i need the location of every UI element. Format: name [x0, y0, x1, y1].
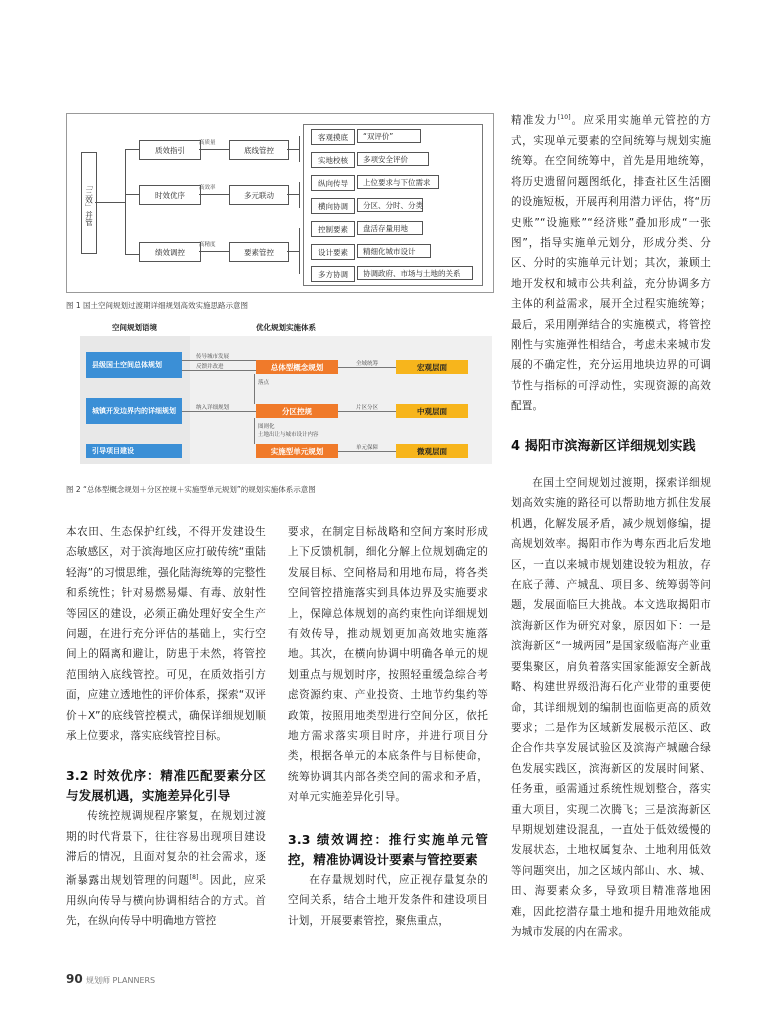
fig1-mid-2: 要素管控 — [244, 247, 274, 257]
journal-name: 规划师 PLANNERS — [86, 976, 156, 985]
fig2-yellow-1-text: 中观层面 — [417, 406, 447, 416]
column-2 — [288, 522, 488, 931]
fig2-header-mid: 优化规划实施体系 — [256, 323, 316, 332]
col3-p1-tail: 。应采用实施单元管控的方式，实现单元要素的空间统筹与规划实施统筹。在空间统筹中，首先是用地统筹，将历史遗留问题图纸化，排查社区生活圈的设施短板，开展再利用潜力评估，将“历史账”“设施账”“经济账”叠加形成“一张图”，指导实施单元划分，形成分类、分区、分时的实施单元计划；其次，兼顾土地开发权和城市公共利益，充分协调多方主体的利益需求，展开全过程实施统筹；最后，采用刚弹结合的实施模式，将管控刚性与实施弹性相结合，考虑未来城市发展的不确定性，充分运用地块边界的可调节性与指标的可浮动性，实现资源的高效配置。 — [511, 114, 711, 413]
fig1-item-4-label — [311, 221, 355, 237]
figure-2 — [66, 322, 492, 468]
fig2-small-top1: 传导城市发展 — [196, 354, 230, 360]
fig2-small-top2: 反馈并改进 — [196, 364, 224, 370]
col3-para-1 — [511, 108, 711, 417]
fig1-item-0-label-text: 客观摸底 — [318, 132, 348, 142]
fig2-orange-0-text: 总体型概念规划 — [270, 362, 324, 372]
col3-ref: [10] — [557, 114, 571, 121]
fig1-arrow-label-1: 高效率 — [199, 185, 216, 191]
fig2-caption: 图 2 “总体型概念规划＋分区控规＋实施型单元规划”的规划实施体系示意图 — [66, 485, 316, 494]
fig2-yellow-0-text: 宏观层面 — [417, 362, 447, 372]
fig1-box-element-control — [229, 242, 289, 262]
fig1-item-6-label — [311, 266, 355, 282]
fig1-mid-1: 多元联动 — [244, 190, 274, 200]
fig2-blue-0 — [86, 352, 182, 378]
col3-p1-start: 精准发力 — [511, 114, 558, 127]
fig1-item-1-label — [311, 152, 355, 168]
fig1-item-2-label — [311, 175, 355, 191]
section-3-3-heading: 3.3 绩效调控：推行实施单元管控，精准协调设计要素与管控要素 — [288, 831, 488, 867]
fig1-left-1: 时效优序 — [155, 190, 185, 200]
fig1-box-multi-linkage — [229, 185, 289, 205]
figure-1 — [66, 113, 494, 293]
section-3-2-heading: 3.2 时效优序：精准匹配要素分区与发展机遇，实施差异化引导 — [66, 768, 266, 804]
fig1-item-6-label-text: 多方协调 — [318, 269, 348, 279]
fig2-small-right3: 单元保障 — [356, 445, 379, 451]
fig2-blue-1 — [86, 398, 182, 424]
fig2-orange-1-text: 分区控规 — [282, 406, 312, 416]
fig1-left-0: 质效指引 — [155, 145, 185, 155]
fig1-item-3-desc-text: 分区、分时、分类 — [363, 200, 423, 210]
fig1-item-5-desc — [357, 244, 431, 258]
fig1-item-4-desc-text: 盘活存量用地 — [363, 223, 408, 233]
fig2-small-right2: 片区分区 — [356, 405, 379, 411]
fig2-blue-2-text: 引导项目建设 — [92, 447, 134, 455]
fig1-item-2-desc-text: 上位要求与下位需求 — [363, 177, 431, 187]
fig2-orange-2 — [256, 444, 338, 458]
fig1-item-6-desc — [357, 266, 473, 280]
fig1-item-6-desc-text: 协调政府、市场与土地的关系 — [363, 268, 461, 278]
fig2-yellow-2 — [396, 444, 468, 458]
fig1-item-5-label-text: 设计要素 — [318, 247, 348, 257]
fig2-small-right1: 全域统筹 — [356, 361, 379, 367]
fig1-arrow-label-2: 高精度 — [199, 242, 216, 248]
fig1-item-3-label-text: 横向协调 — [318, 201, 348, 211]
fig1-item-3-desc — [357, 198, 423, 212]
fig1-vertical-label-text: 「三效」并管 — [84, 180, 94, 226]
fig2-small-under1: 落点 — [258, 380, 270, 386]
fig1-item-1-desc — [357, 152, 429, 166]
col1-p2-tail: 。因此，应采用纵向传导与横向协调相结合的方式。首先，在纵向传导中明确地方管控 — [66, 874, 266, 928]
col1-para-2 — [66, 806, 266, 931]
fig2-orange-2-text: 实施型单元规划 — [270, 446, 324, 456]
fig2-blue-0-text: 县级国土空间总体规划 — [92, 361, 162, 369]
fig2-yellow-0 — [396, 360, 468, 374]
section-4-heading: 4 揭阳市滨海新区详细规划实践 — [511, 438, 696, 454]
fig1-item-4-label-text: 控制要素 — [318, 224, 348, 234]
page-number: 90 — [66, 972, 83, 986]
fig1-item-2-desc — [357, 175, 439, 189]
fig1-item-5-desc-text: 精细化城市设计 — [363, 246, 416, 256]
column-1 — [66, 522, 266, 931]
col1-ref: [8] — [189, 873, 199, 881]
fig2-orange-0 — [256, 360, 338, 374]
fig1-vertical-label — [81, 152, 97, 254]
fig1-caption: 图 1 国土空间规划过渡期详细规划高效实施思路示意图 — [66, 301, 249, 310]
fig2-header-left: 空间规划语境 — [112, 323, 157, 332]
fig1-item-3-label — [311, 198, 355, 214]
fig1-item-2-label-text: 纵向传导 — [318, 178, 348, 188]
col1-para-1: 本农田、生态保护红线，不得开发建设生态敏感区，对于滨海地区应打破传统“重陆轻海”的习惯思维，强化陆海统筹的完整性和系统性；针对易燃易爆、有毒、放射性等园区的建设，必须正确处理好安全生产问题，在进行充分评估的基础上，实行空间上的隔离和避让，防患于未然，将管控范围纳入底线管控。可见，在质效指引方面，应建立透地性的评价体系，探索“双评价＋X”的底线管控模式，确保详细规划顺承上位要求，落实底线管控目标。 — [66, 526, 266, 743]
fig1-mid-0: 底线管控 — [244, 145, 274, 155]
fig1-arrow-label-0: 高质量 — [199, 140, 216, 146]
col3-para-2: 在国土空间规划过渡期，探索详细规划高效实施的路径可以帮助地方抓住发展机遇，化解发展矛盾，减少规划修编，提高规划效率。揭阳市作为粤东西北后发地区，一直以来城市规划建设较为粗放，存在底子薄、产城乱、项目多、统筹弱等问题，发展面临巨大挑战。本文选取揭阳市滨海新区作为研究对象，原因如下：一是滨海新区“一城两园”是国家级临海产业重要集聚区，肩负着落实国家能源安全新战略、构建世界级沿海石化产业带的重要使命，其详细规划的编制也面临更高的质效要求；二是作为区域新发展极示范区、政企合作共享发展试验区及滨海产城融合绿色发展实践区，滨海新区的发展时间紧、任务重，亟需通过系统性规划整合，落实重大项目，实现二次腾飞；三是滨海新区早期规划建设混乱，一直处于低效缓慢的发展状态，土地权属复杂、土地利用低效等问题突出，加之区域内部山、水、城、田、海要素众多，导致项目精准落地困难，因此挖潜存量土地和提升用地效能成为城市发展的内在需求。 — [511, 477, 711, 938]
fig1-item-4-desc — [357, 221, 423, 235]
fig1-box-bottom-line-control — [229, 140, 289, 160]
fig2-orange-1 — [256, 404, 338, 418]
fig2-small-under3: 土地出让与城市设计内容 — [258, 432, 319, 438]
fig2-small-under2: 图则化 — [258, 424, 275, 430]
fig1-left-2: 绩效调控 — [155, 247, 185, 257]
col2-para-1: 要求，在制定目标战略和空间方案时形成上下反馈机制，细化分解上位规划确定的发展目标、空间格局和用地布局，将各类空间管控措施落实到具体边界及实施要求上，保障总体规划的高约束性向详细规划有效传导，推动规划更加高效地实施落地。其次，在横向协调中明确各单元的规划重点与规划时序，按照轻重缓急综合考虑资源约束、产业投资、土地节约集约等政策，按照用地类型进行空间分区，依托地方需求落实项目时序，并进行项目分类，根据各单元的本底条件与目标使命，统筹协调其内部各类空间的需求和矛盾，对单元实施差异化引导。 — [288, 526, 488, 804]
fig1-box-time-priority — [139, 185, 201, 205]
fig1-box-quality-guidance — [139, 140, 201, 160]
fig2-small-mid1: 纳入详细规划 — [196, 405, 230, 411]
fig1-item-0-label — [311, 129, 355, 145]
fig2-blue-1-text: 城镇开发边界内的详细规划 — [92, 407, 176, 415]
fig2-yellow-1 — [396, 404, 468, 418]
fig1-item-0-desc-text: “双评价” — [363, 131, 394, 141]
fig1-item-5-label — [311, 244, 355, 260]
fig1-item-0-desc — [357, 129, 421, 143]
fig2-yellow-2-text: 微观层面 — [417, 446, 447, 456]
col2-para-2: 在存量规划时代，应正视存量复杂的空间关系，结合土地开发条件和建设项目计划，开展要素管控，聚焦重点， — [288, 873, 488, 927]
fig1-item-1-label-text: 实地校核 — [318, 155, 348, 165]
fig2-blue-2 — [86, 444, 182, 458]
col1-p2-start: 传统控规调规程序繁复，在规划过渡期的时代背景下，往往容易出现项目建设滞后的情况，且面对复杂的社会需求，逐渐暴露出规划管理的问题 — [66, 810, 266, 887]
fig1-item-1-desc-text: 多项安全评价 — [363, 154, 408, 164]
fig1-box-performance-control — [139, 242, 201, 262]
column-3 — [511, 108, 711, 942]
